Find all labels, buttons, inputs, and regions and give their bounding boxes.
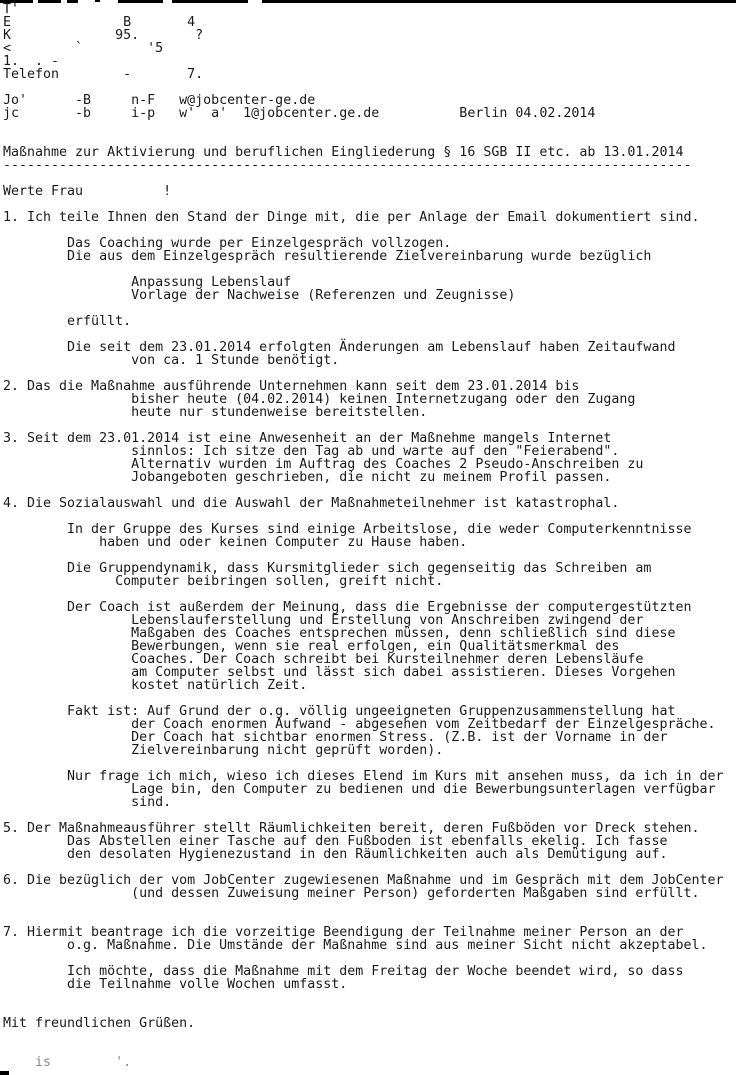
text-line [3,900,724,913]
text-line: Der Coach ist außerdem der Meinung, dass die Ergebnisse der computergestützten [3,600,692,615]
text-line: 5. Der Maßnahmeausführer stellt Räumlichkeiten bereit, deren Fußböden vor Dreck stehen. [3,821,700,836]
text-line: Jo' -B n-F w@jobcenter-ge.de [3,93,316,108]
text-line: bisher heute (04.02.2014) keinen Internetzugang oder den Zugang [3,392,636,407]
text-line: Lebenslauferstellung und Erstellung von Anschreiben zwingend der [3,613,644,628]
text-line: Das Coaching wurde per Einzelgespräch vollzogen. [3,236,452,251]
text-line: Maßnahme zur Aktivierung und beruflichen Eingliederung § 16 SGB II etc. ab 13.01.2014 [3,145,684,160]
text-line: erfüllt. [3,314,132,329]
text-line: 2. Das die Maßnahme ausführende Unternehmen kann seit dem 23.01.2014 bis [3,379,580,394]
text-line: < ` '5 [3,41,164,56]
text-line: Nur frage ich mich, wieso ich dieses Elend im Kurs mit ansehen muss, da ich in der [3,769,724,784]
text-line: E B 4 [3,15,196,30]
text-line: In der Gruppe des Kurses sind einige Arbeitslose, die weder Computerkenntnisse [3,522,692,537]
text-line: am Computer selbst und lässt sich dabei assistieren. Dieses Vorgehen [3,665,676,680]
text-line: Alternativ wurden im Auftrag des Coaches 2 Pseudo-Anschreiben zu [3,457,644,472]
letter-body [3,3,724,1069]
text-line: 4. Die Sozialauswahl und die Auswahl der Maßnahmeteilnehmer ist katastrophal. [3,496,620,511]
text-line: K 95. ? [3,28,204,43]
text-line: Jobangeboten geschrieben, die nicht zu meinem Profil passen. [3,470,612,485]
text-line: von ca. 1 Stunde benötigt. [3,353,340,368]
text-line: Computer beibringen sollen, greift nicht. [3,574,444,589]
text-line: Lage bin, den Computer zu bedienen und die Bewerbungsunterlagen verfügbar [3,782,716,797]
text-line: 6. Die bezüglich der vom JobCenter zugewiesenen Maßnahme und im Gespräch mit dem JobCenter [3,873,724,888]
text-line: sind. [3,795,172,810]
redaction-bar [0,1071,9,1075]
text-line: die Teilnahme volle Wochen umfasst. [3,977,348,992]
text-line: o.g. Maßnahme. Die Umstände der Maßnahme sind aus meiner Sicht nicht akzeptabel. [3,938,708,953]
text-line: heute nur stundenweise bereitstellen. [3,405,428,420]
text-line: Die seit dem 23.01.2014 erfolgten Änderungen am Lebenslauf haben Zeitaufwand [3,340,676,355]
text-line: Der Coach hat sichtbar enormen Stress. (Z.B. ist der Vorname in der [3,730,668,745]
text-line: jc -b i-p w' a' 1@jobcenter.ge.de Berlin 04.02.2014 [3,106,596,121]
text-line: Maßgaben des Coaches entsprechen müssen, denn schließlich sind diese [3,626,676,641]
text-line: 1. . - [3,54,60,69]
text-line [3,991,724,1004]
text-line: Vorlage der Nachweise (Referenzen und Zeugnisse) [3,288,516,303]
text-line [3,120,724,133]
text-line: Die aus dem Einzelgespräch resultierende Zielvereinbarung wurde bezüglich [3,249,652,264]
text-line: Bewerbungen, wenn sie real erfolgen, ein Qualitätsmerkmal des [3,639,620,654]
text-line: Das Abstellen einer Tasche auf den Fußboden ist ebenfalls ekelig. Ich fasse [3,834,668,849]
text-line: 3. Seit dem 23.01.2014 ist eine Anwesenheit an der Maßnehme mangels Internet [3,431,612,446]
text-line: Mit freundlichen Grüßen. [3,1016,196,1031]
text-line: 1. Ich teile Ihnen den Stand der Dinge mit, die per Anlage der Email dokumentiert sind. [3,210,700,225]
text-line: Die Gruppendynamik, dass Kursmitglieder sich gegenseitig das Schreiben am [3,561,652,576]
text-line: 7. Hiermit beantrage ich die vorzeitige Beendigung der Teilnahme meiner Person an der [3,925,684,940]
text-line: (und dessen Zuweisung meiner Person) geforderten Maßgaben sind erfüllt. [3,886,700,901]
text-line: der Coach enormen Aufwand - abgesehen vom Zeitbedarf der Einzelgespräche. [3,717,716,732]
text-line: Telefon - 7. [3,67,204,82]
text-line: -------------------------------------------------------------------------------------- [3,158,692,173]
redaction-bar [95,0,100,2]
text-line [3,1030,724,1043]
text-line: Anpassung Lebenslauf [3,275,292,290]
text-line: kostet natürlich Zeit. [3,678,308,693]
text-line: Zielvereinbarung nicht geprüft worden). [3,743,444,758]
text-line: Werte Frau ! [3,184,172,199]
text-line: sinnlos: Ich sitze den Tag ab und warte auf den "Feierabend". [3,444,620,459]
text-line: is '. [3,1055,132,1070]
text-line: den desolaten Hygienezustand in den Räumlichkeiten auch als Demütigung auf. [3,847,668,862]
text-line: Coaches. Der Coach schreibt bei Kursteilnehmer deren Lebensläufe [3,652,644,667]
text-line: T' [3,2,20,17]
text-line: Ich möchte, dass die Maßnahme mit dem Freitag der Woche beendet wird, so dass [3,964,684,979]
text-line: Fakt ist: Auf Grund der o.g. völlig ungeeigneten Gruppenzusammenstellung hat [3,704,676,719]
text-line: haben und oder keinen Computer zu Hause haben. [3,535,468,550]
